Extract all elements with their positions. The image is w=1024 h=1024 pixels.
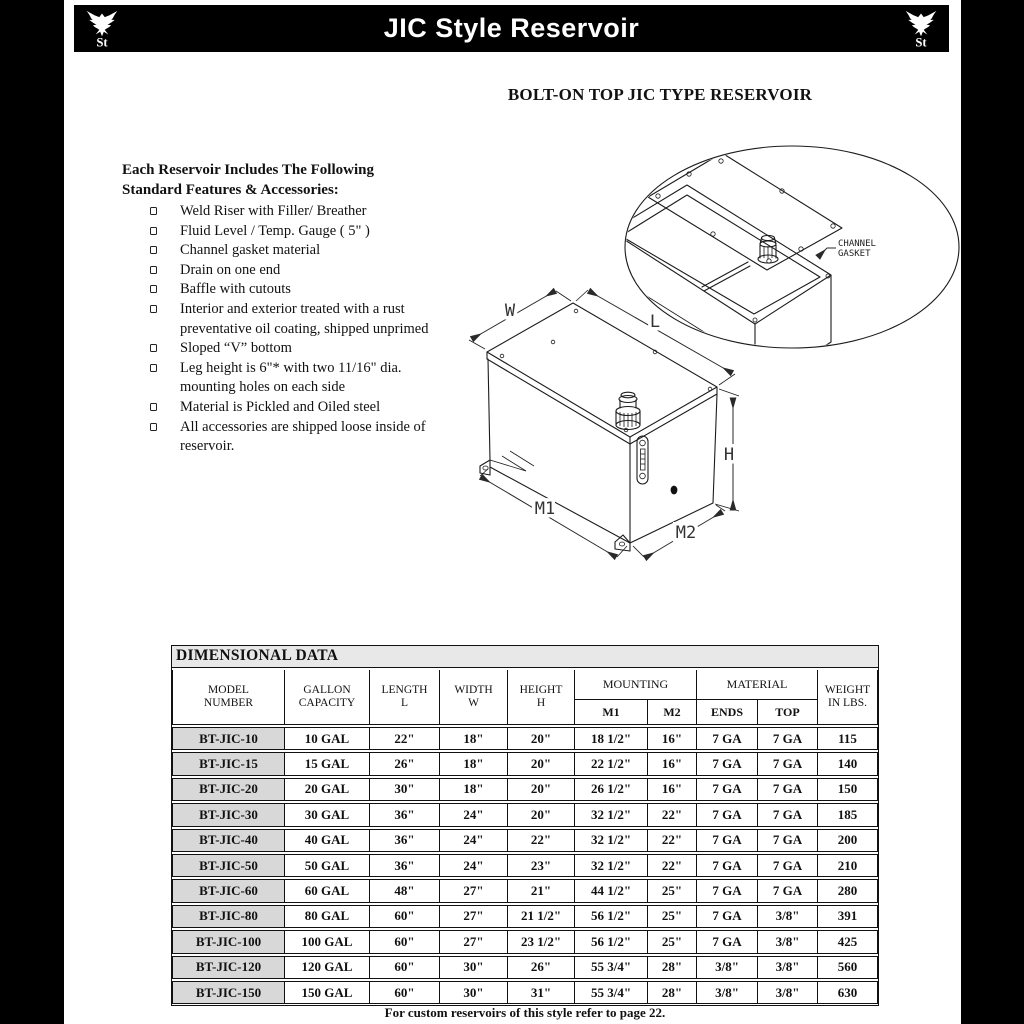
table-cell: 60 GAL (284, 880, 369, 901)
table-row (172, 905, 878, 928)
callout-line2: GASKET (838, 249, 871, 259)
table-cell: 30" (369, 779, 439, 800)
table-cell: 20 GAL (284, 779, 369, 800)
table-cell: 3/8" (757, 906, 817, 927)
table-cell: 7 GA (757, 728, 817, 749)
square-bullet-icon (150, 266, 157, 274)
square-bullet-icon (150, 423, 157, 431)
table-cell: 16" (647, 753, 696, 774)
model-number-cell: BT-JIC-120 (173, 957, 284, 978)
header-line: WIDTH (454, 683, 493, 696)
table-cell: 23 1/2" (507, 931, 574, 952)
table-cell: 280 (817, 880, 877, 901)
header-line: GALLON (303, 683, 351, 696)
table-cell: 30" (439, 982, 507, 1003)
col-group-mounting: MOUNTING (574, 670, 696, 700)
table-cell: 18" (439, 728, 507, 749)
table-cell: 22" (647, 855, 696, 876)
table-cell: 15 GAL (284, 753, 369, 774)
table-cell: 21" (507, 880, 574, 901)
table-row (172, 727, 878, 750)
table-cell: 200 (817, 830, 877, 851)
table-cell: 48" (369, 880, 439, 901)
eagle-logo-icon (901, 7, 941, 51)
table-cell: 3/8" (696, 982, 757, 1003)
table-cell: 140 (817, 753, 877, 774)
table-cell: 80 GAL (284, 906, 369, 927)
table-cell: 7 GA (696, 728, 757, 749)
feature-item (122, 261, 452, 281)
table-cell: 7 GA (757, 779, 817, 800)
open-tank-drawing (611, 185, 831, 392)
table-cell: 16" (647, 779, 696, 800)
feature-item-text: Fluid Level / Temp. Gauge ( 5" ) (180, 222, 370, 239)
feature-item-text: Sloped “V” bottom (180, 340, 292, 357)
table-cell: 3/8" (757, 957, 817, 978)
dim-m2-label: M2 (675, 523, 697, 543)
col-header-gallon (284, 670, 369, 724)
model-number-cell: BT-JIC-10 (173, 728, 284, 749)
table-cell: 20" (507, 728, 574, 749)
features-heading-line1: Each Reservoir Includes The Following (122, 162, 374, 178)
col-header-weight (817, 670, 877, 724)
table-cell: 27" (439, 880, 507, 901)
table-cell: 30 GAL (284, 804, 369, 825)
table-cell: 32 1/2" (574, 830, 647, 851)
table-row (172, 854, 878, 877)
table-cell: 18 1/2" (574, 728, 647, 749)
table-row (172, 829, 878, 852)
table-cell: 28" (647, 957, 696, 978)
table-cell: 55 3/4" (574, 982, 647, 1003)
table-cell: 630 (817, 982, 877, 1003)
page-title: JIC Style Reservoir (383, 13, 640, 43)
table-cell: 7 GA (757, 855, 817, 876)
table-cell: 21 1/2" (507, 906, 574, 927)
footer-note: For custom reservoirs of this style refer to page 22. (384, 1005, 666, 1020)
table-cell: 20" (507, 779, 574, 800)
col-header-width (439, 670, 507, 724)
feature-item (122, 300, 452, 339)
table-cell: 7 GA (696, 804, 757, 825)
model-number-cell: BT-JIC-150 (173, 982, 284, 1003)
isometric-tank-drawing (480, 303, 717, 551)
table-cell: 22" (647, 830, 696, 851)
table-cell: 55 3/4" (574, 957, 647, 978)
table-cell: 150 GAL (284, 982, 369, 1003)
table-cell: 210 (817, 855, 877, 876)
table-cell: 60" (369, 957, 439, 978)
feature-item-text: Drain on one end (180, 261, 281, 278)
feature-item (122, 280, 452, 300)
table-cell: 185 (817, 804, 877, 825)
table-cell: 44 1/2" (574, 880, 647, 901)
col-header-model (173, 670, 284, 724)
table-header (172, 670, 878, 725)
table-row (172, 752, 878, 775)
feature-item-text: All accessories are shipped loose inside of reservoir. (180, 418, 426, 455)
feature-item-text: Interior and exterior treated with a rust preventative oil coating, shipped unprimed (180, 300, 429, 337)
table-cell: 50 GAL (284, 855, 369, 876)
table-cell: 24" (439, 830, 507, 851)
svg-text:St: St (915, 34, 927, 49)
col-header-ends: ENDS (696, 700, 757, 724)
table-cell: 560 (817, 957, 877, 978)
feature-item (122, 339, 452, 359)
model-number-cell: BT-JIC-40 (173, 830, 284, 851)
table-cell: 10 GAL (284, 728, 369, 749)
model-number-cell: BT-JIC-15 (173, 753, 284, 774)
table-cell: 24" (439, 804, 507, 825)
table-cell: 7 GA (696, 753, 757, 774)
model-number-cell: BT-JIC-50 (173, 855, 284, 876)
table-cell: 3/8" (757, 931, 817, 952)
right-margin-bar (961, 0, 1024, 1024)
table-row (172, 803, 878, 826)
feature-item-text: Channel gasket material (180, 242, 321, 259)
feature-item-text: Leg height is 6"* with two 11/16" dia. mounting holes on each side (180, 359, 402, 396)
table-cell: 7 GA (757, 830, 817, 851)
table-cell: 26" (369, 753, 439, 774)
table-cell: 7 GA (757, 880, 817, 901)
features-heading-line2: Standard Features & Accessories: (122, 181, 339, 198)
feature-item (122, 202, 452, 222)
table-cell: 7 GA (696, 906, 757, 927)
drain-port-icon (671, 486, 678, 495)
square-bullet-icon (150, 246, 157, 254)
square-bullet-icon (150, 403, 157, 411)
feature-item-text: Material is Pickled and Oiled steel (180, 398, 381, 415)
table-cell: 26" (507, 957, 574, 978)
channel-gasket-callout (818, 239, 876, 259)
table-cell: 27" (439, 931, 507, 952)
table-cell: 7 GA (757, 753, 817, 774)
table-cell: 22" (507, 830, 574, 851)
feature-item (122, 398, 452, 418)
header-line: MODEL (208, 683, 249, 696)
table-cell: 7 GA (696, 931, 757, 952)
table-cell: 27" (439, 906, 507, 927)
table-row (172, 778, 878, 801)
dim-h-label: H (723, 445, 735, 465)
dim-w-label: W (504, 301, 516, 321)
table-cell: 60" (369, 982, 439, 1003)
table-cell: 3/8" (696, 957, 757, 978)
table-cell: 18" (439, 753, 507, 774)
features-heading (122, 161, 452, 200)
header-line: HEIGHT (519, 683, 563, 696)
header-line: IN LBS. (828, 697, 867, 709)
features-list (122, 202, 452, 457)
table-cell: 22 1/2" (574, 753, 647, 774)
table-cell: 36" (369, 855, 439, 876)
table-cell: 425 (817, 931, 877, 952)
table-body (172, 725, 878, 1005)
table-cell: 18" (439, 779, 507, 800)
model-number-cell: BT-JIC-20 (173, 779, 284, 800)
table-cell: 22" (647, 804, 696, 825)
header-bar (74, 5, 949, 52)
fluid-level-gauge-icon (637, 436, 648, 484)
eagle-logo-icon (82, 7, 122, 51)
square-bullet-icon (150, 305, 157, 313)
square-bullet-icon (150, 285, 157, 293)
col-header-height (507, 670, 574, 724)
dim-l-label: L (649, 312, 661, 332)
feature-item (122, 359, 452, 398)
table-cell: 56 1/2" (574, 931, 647, 952)
dim-m1-label: M1 (534, 499, 556, 519)
table-row (172, 956, 878, 979)
col-header-length (369, 670, 439, 724)
section-subtitle: BOLT-ON TOP JIC TYPE RESERVOIR (507, 85, 813, 104)
table-cell: 20" (507, 753, 574, 774)
table-title: DIMENSIONAL DATA (172, 646, 878, 668)
table-cell: 120 GAL (284, 957, 369, 978)
table-cell: 25" (647, 880, 696, 901)
header-line: H (536, 697, 546, 709)
callout-line1: CHANNEL (838, 239, 876, 249)
table-cell: 56 1/2" (574, 906, 647, 927)
table-cell: 31" (507, 982, 574, 1003)
table-cell: 7 GA (696, 830, 757, 851)
table-cell: 28" (647, 982, 696, 1003)
table-cell: 3/8" (757, 982, 817, 1003)
table-cell: 7 GA (696, 880, 757, 901)
header-line: CAPACITY (298, 697, 356, 709)
header-line: WEIGHT (824, 683, 871, 696)
model-number-cell: BT-JIC-60 (173, 880, 284, 901)
reservoir-drawing (430, 130, 970, 590)
table-row (172, 930, 878, 953)
svg-text:St: St (96, 34, 108, 49)
table-cell: 23" (507, 855, 574, 876)
table-row (172, 879, 878, 902)
bolt-on-lid-drawing (648, 153, 842, 270)
table-cell: 100 GAL (284, 931, 369, 952)
feature-item (122, 241, 452, 261)
table-cell: 36" (369, 830, 439, 851)
table-cell: 25" (647, 906, 696, 927)
table-cell: 36" (369, 804, 439, 825)
table-cell: 24" (439, 855, 507, 876)
table-cell: 391 (817, 906, 877, 927)
features-section (122, 161, 452, 457)
table-cell: 7 GA (757, 804, 817, 825)
dimensional-data-table (171, 645, 879, 1006)
table-cell: 7 GA (696, 855, 757, 876)
table-cell: 26 1/2" (574, 779, 647, 800)
model-number-cell: BT-JIC-30 (173, 804, 284, 825)
square-bullet-icon (150, 227, 157, 235)
header-line: L (400, 697, 409, 709)
table-cell: 30" (439, 957, 507, 978)
model-number-cell: BT-JIC-100 (173, 931, 284, 952)
table-cell: 7 GA (696, 779, 757, 800)
col-header-m1: M1 (574, 700, 647, 724)
square-bullet-icon (150, 207, 157, 215)
square-bullet-icon (150, 344, 157, 352)
square-bullet-icon (150, 364, 157, 372)
header-line: W (468, 697, 479, 709)
table-cell: 115 (817, 728, 877, 749)
feature-item (122, 418, 452, 457)
filler-breather-icon (616, 392, 640, 429)
table-cell: 60" (369, 906, 439, 927)
table-cell: 32 1/2" (574, 804, 647, 825)
left-margin-bar (0, 0, 64, 1024)
col-header-top: TOP (757, 700, 817, 724)
feature-item-text: Weld Riser with Filler/ Breather (180, 203, 367, 219)
table-cell: 25" (647, 931, 696, 952)
col-group-material: MATERIAL (696, 670, 817, 700)
table-cell: 60" (369, 931, 439, 952)
table-cell: 22" (369, 728, 439, 749)
table-cell: 20" (507, 804, 574, 825)
table-cell: 40 GAL (284, 830, 369, 851)
header-line: LENGTH (381, 683, 428, 696)
feature-item-text: Baffle with cutouts (180, 281, 291, 298)
table-cell: 16" (647, 728, 696, 749)
feature-item (122, 222, 452, 242)
col-header-m2: M2 (647, 700, 696, 724)
header-line: NUMBER (203, 697, 254, 709)
table-cell: 32 1/2" (574, 855, 647, 876)
table-cell: 150 (817, 779, 877, 800)
model-number-cell: BT-JIC-80 (173, 906, 284, 927)
table-row (172, 981, 878, 1004)
